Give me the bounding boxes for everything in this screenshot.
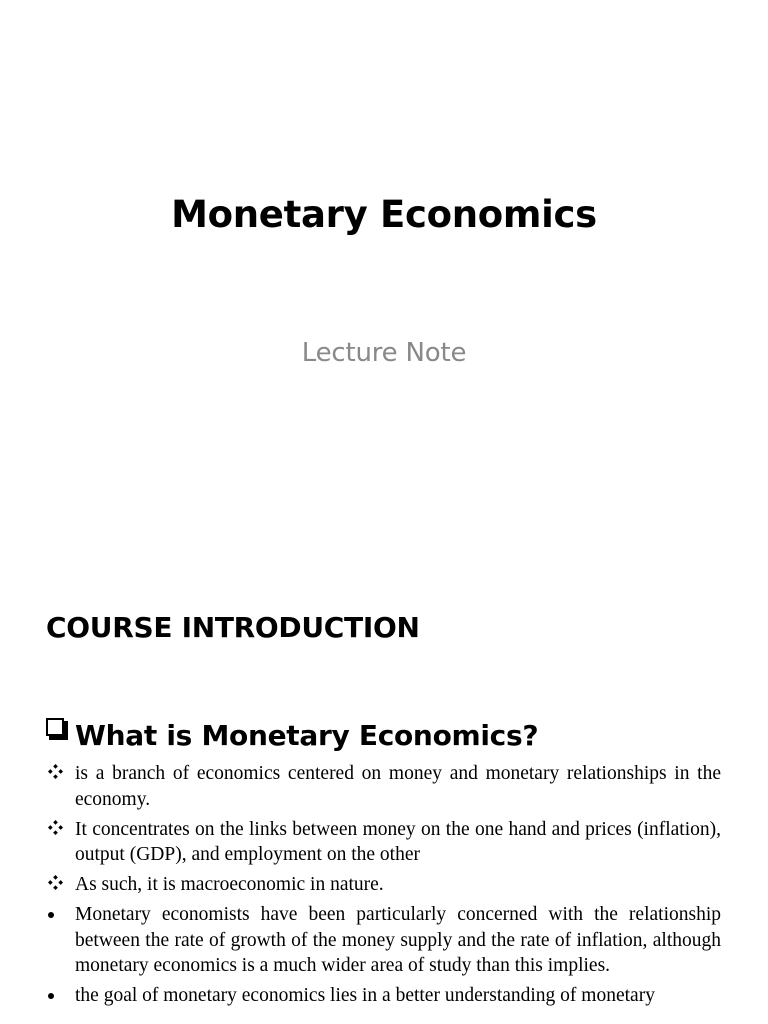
slide-subtitle: Lecture Note bbox=[301, 338, 467, 368]
slide-title: Monetary Economics bbox=[171, 193, 597, 236]
question-heading bbox=[46, 716, 538, 756]
dot-bullet-icon bbox=[48, 912, 54, 918]
list-item bbox=[46, 983, 721, 1009]
bullet-text: Monetary economists have been particularly concerned with the relationship between the rate of growth of the money supply and the rate of inflation, although monetary economics is a much wider area of study than this implies. bbox=[75, 904, 721, 976]
bullet-text: the goal of monetary economics lies in a better understanding of monetary bbox=[75, 985, 655, 1006]
list-item bbox=[46, 817, 721, 868]
bullet-text: As such, it is macroeconomic in nature. bbox=[75, 874, 384, 895]
question-text: What is Monetary Economics? bbox=[75, 719, 539, 752]
dot-bullet-icon bbox=[48, 993, 54, 999]
bullet-list bbox=[46, 761, 721, 1013]
list-item bbox=[46, 761, 721, 812]
diamond-bullet-icon bbox=[48, 820, 63, 835]
diamond-bullet-icon bbox=[48, 764, 63, 779]
list-item bbox=[46, 872, 721, 898]
diamond-bullet-icon bbox=[48, 875, 63, 890]
section-heading: COURSE INTRODUCTION bbox=[46, 611, 420, 644]
bullet-text: It concentrates on the links between money on the one hand and prices (inflation), output (GDP), and employment on the other bbox=[75, 818, 721, 865]
list-item bbox=[46, 902, 721, 979]
bullet-text: is a branch of economics centered on money and monetary relationships in the economy. bbox=[75, 763, 721, 810]
checkbox-icon bbox=[46, 718, 68, 740]
